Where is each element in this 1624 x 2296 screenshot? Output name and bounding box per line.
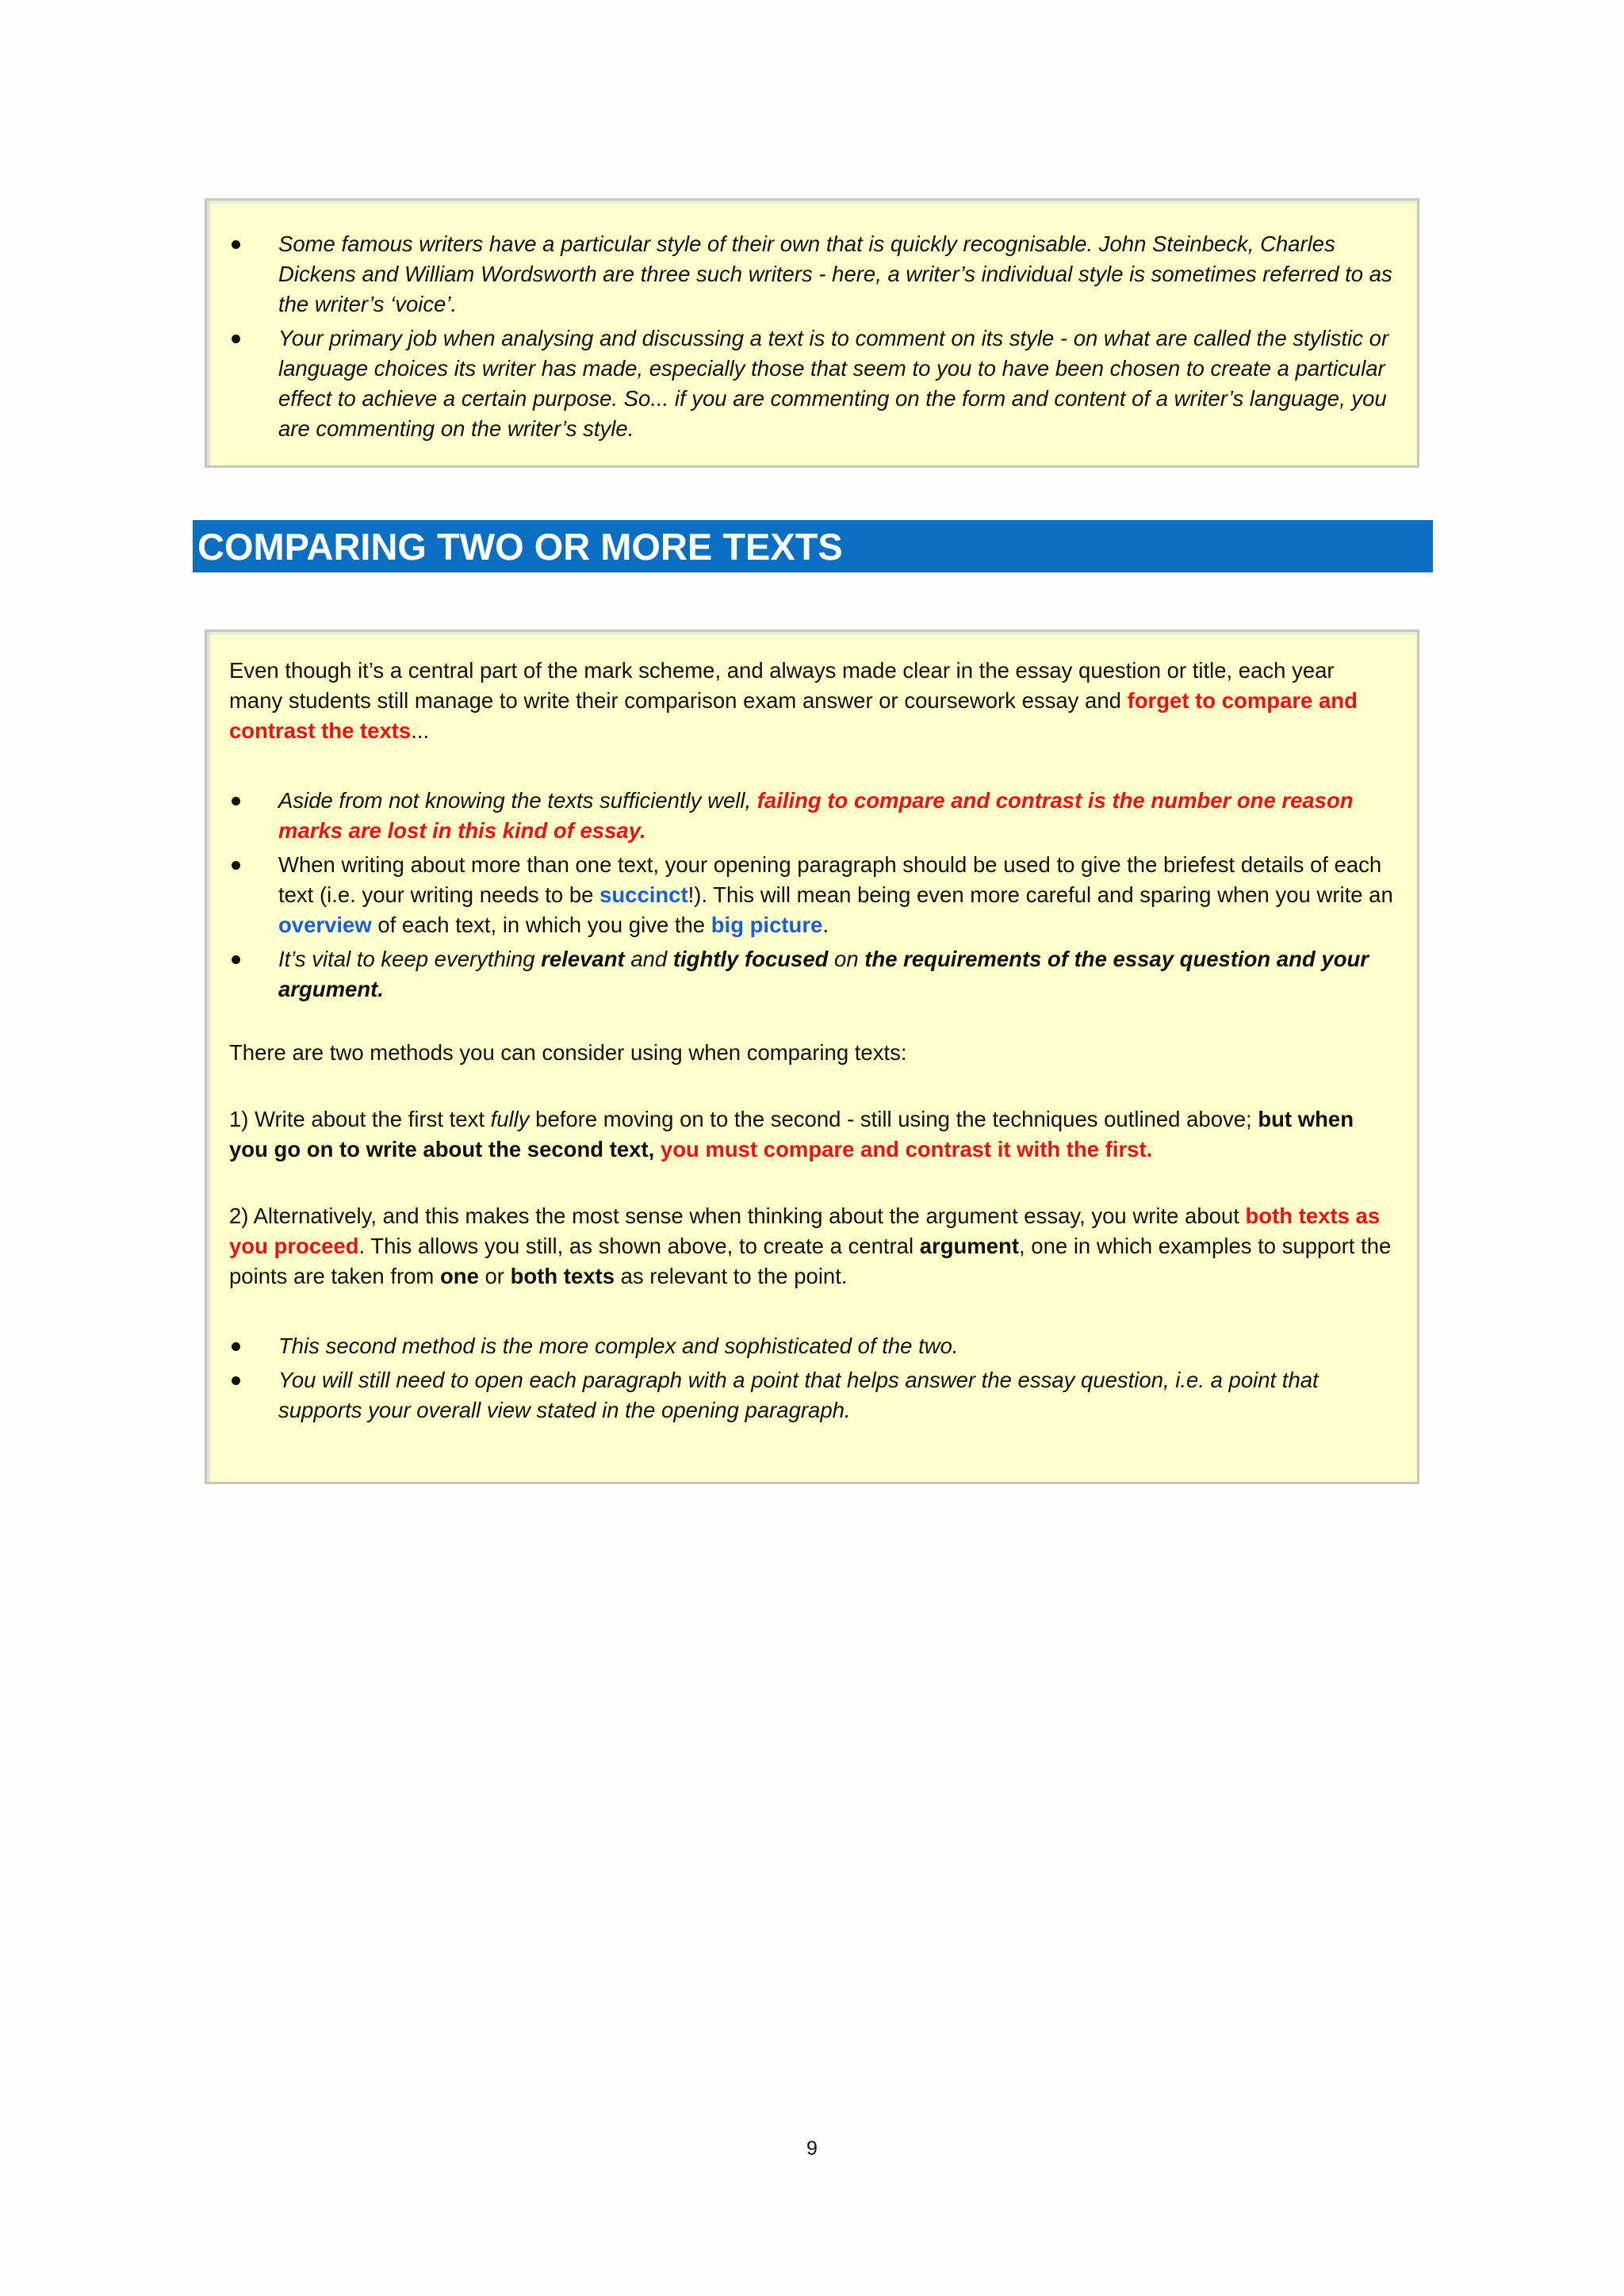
tip-text: . [822, 913, 829, 937]
method-notes-list [229, 1331, 1393, 1425]
tip-text: !). This will mean being even more careful and sparing when you write an [688, 882, 1393, 907]
keyword-argument: argument [919, 1234, 1020, 1258]
method-space [654, 1137, 661, 1161]
intro-paragraph [229, 656, 1393, 746]
page-number: 9 [806, 2137, 818, 2160]
method-two-paragraph [229, 1201, 1393, 1292]
keyword-succinct: succinct [599, 882, 688, 907]
method-text: , one in which examples to support the points are taken from [229, 1234, 1392, 1288]
method-text: 2) Alternatively, and this makes the most sense when thinking about the argument essay, you write about [229, 1203, 1246, 1228]
list-item [229, 850, 1393, 940]
comparison-tips-list [229, 786, 1393, 1004]
method-highlight: you must compare and contrast it with the first. [660, 1137, 1153, 1161]
list-item [229, 786, 1393, 846]
keyword-overview: overview [278, 913, 372, 937]
method-text: before moving on to the second - still using the techniques outlined above; [529, 1107, 1258, 1131]
comparing-texts-box [205, 629, 1419, 1484]
section-title: COMPARING TWO OR MORE TEXTS [197, 526, 843, 568]
intro-ellipsis: ... [411, 718, 430, 743]
method-text: . This allows you still, as shown above, to create a central [358, 1234, 920, 1258]
tip-text: and [624, 947, 673, 971]
method-text: or [478, 1264, 511, 1288]
tip-text: on [828, 947, 865, 971]
list-item: Your primary job when analysing and discussing a text is to comment on its style - on what are called the stylistic or language choices its writer has made, especially those that seem to you to have been chosen to create a particular effect to achieve a certain purpose. So... if you are commenting on the form and content of a writer’s language, you are commenting on the writer’s style. [229, 323, 1393, 444]
keyword-tightly-focused: tightly focused [672, 947, 829, 971]
keyword-one: one [439, 1264, 479, 1288]
keyword-relevant: relevant [541, 947, 625, 971]
list-item: Some famous writers have a particular style of their own that is quickly recognisable. John Steinbeck, Charles Dickens and William Wordsworth are three such writers - here, a writer’s individual style is sometimes referred to as the writer’s ‘voice’. [229, 229, 1393, 320]
intro-text: Even though it’s a central part of the mark scheme, and always made clear in the essay question or title, each year many students still manage to write their comparison exam answer or coursework essay and [229, 658, 1335, 713]
section-heading-banner [193, 520, 1433, 572]
methods-intro: There are two methods you can consider using when comparing texts: [229, 1040, 907, 1065]
keyword-fully: fully [490, 1107, 530, 1131]
tip-text: Aside from not knowing the texts sufficiently well, [278, 788, 757, 813]
method-highlight: both texts as you proceed [229, 1203, 1381, 1258]
tip-highlight: failing to compare and contrast is the number one reason marks are lost in this kind of essay. [278, 788, 1354, 843]
tip-text: of each text, in which you give the [371, 913, 711, 937]
tip-text: It’s vital to keep everything [278, 947, 542, 971]
list-item: This second method is the more complex and sophisticated of the two. [229, 1331, 1393, 1361]
intro-highlight: forget to compare and contrast the texts [229, 688, 1358, 743]
style-notes-box [205, 198, 1419, 468]
tip-text: When writing about more than one text, your opening paragraph should be used to give the briefest details of each text (i.e. your writing needs to be [278, 852, 1382, 907]
keyword-requirements: the requirements of the essay question and your argument. [278, 947, 1369, 1001]
method-bold-text: but when you go on to write about the second text, [229, 1107, 1354, 1161]
keyword-big-picture: big picture [710, 913, 823, 937]
list-item [229, 944, 1393, 1004]
method-text: as relevant to the point. [614, 1264, 848, 1288]
method-one-paragraph [229, 1104, 1393, 1165]
keyword-both-texts: both texts [510, 1264, 615, 1288]
method-text: 1) Write about the first text [229, 1107, 491, 1131]
style-notes-list [229, 229, 1393, 444]
list-item: You will still need to open each paragraph with a point that helps answer the essay question, i.e. a point that supports your overall view stated in the opening paragraph. [229, 1365, 1393, 1425]
